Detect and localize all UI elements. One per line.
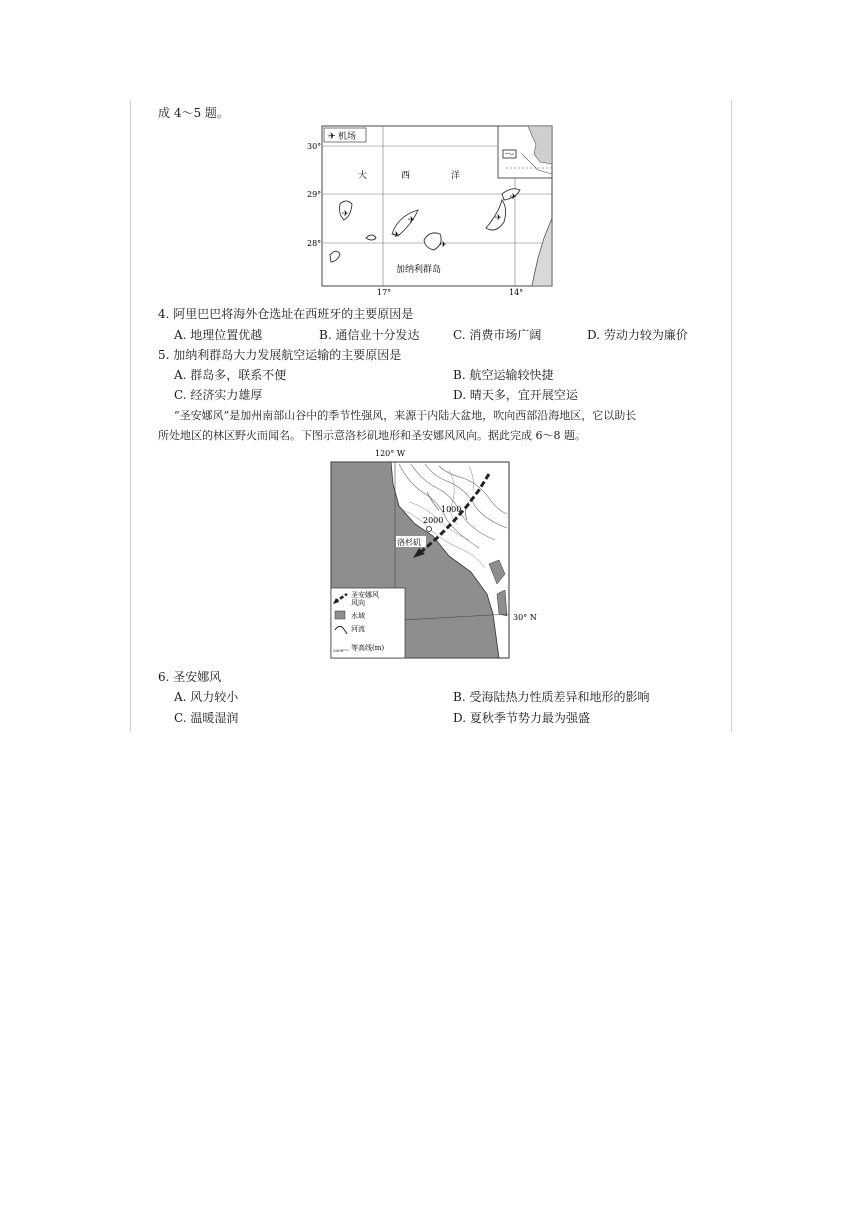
airport-marker-icon: ✈	[495, 213, 502, 222]
contour-1000-label: 1000	[441, 505, 462, 514]
lon-120w-label: 120° W	[375, 449, 406, 458]
lat-29-label: 29°	[307, 190, 322, 199]
airport-marker-icon: ✈	[393, 230, 400, 239]
exam-page	[130, 100, 732, 732]
legend-contour-label: 等高线(m)	[351, 644, 385, 652]
q6-stem: 6. 圣安娜风	[158, 670, 222, 684]
q5-stem: 5. 加纳利群岛大力发展航空运输的主要原因是	[158, 348, 402, 362]
legend-river-label: 河流	[351, 625, 365, 633]
los-angeles-label: 洛杉矶	[397, 538, 421, 547]
q6-option-b: B. 受海陆热力性质差异和地形的影响	[453, 690, 650, 704]
ocean-label-char: 西	[401, 171, 411, 181]
legend-airport-label: 机场	[338, 132, 357, 142]
q5-option-d: D. 晴天多，宜开展空运	[453, 388, 578, 402]
ocean-label-char: 洋	[451, 171, 461, 181]
lat-30-label: 30°	[307, 142, 322, 151]
legend-wind-label: 圣安娜风	[351, 591, 379, 599]
q4-stem: 4. 阿里巴巴将海外仓选址在西班牙的主要原因是	[158, 307, 414, 321]
ocean-label-char: 大	[358, 171, 368, 181]
airport-marker-icon: ✈	[342, 209, 349, 218]
lat-28-label: 28°	[307, 239, 322, 248]
canary-islands-map	[306, 118, 556, 296]
lat-30n-label: 30° N	[513, 613, 537, 622]
q5-option-a: A. 群岛多，联系不便	[174, 368, 287, 382]
passage-line-1: “圣安娜风”是加州南部山谷中的季节性强风，来源于内陆大盆地，吹向西部沿海地区，它以助长	[174, 409, 637, 422]
q4-option-d: D. 劳动力较为廉价	[587, 328, 688, 342]
legend-contour-sample: 2000	[333, 648, 344, 653]
los-angeles-city-marker	[427, 527, 432, 532]
q5-option-b: B. 航空运输较快捷	[453, 368, 554, 382]
legend-water-label: 水域	[351, 612, 365, 620]
q4-option-c: C. 消费市场广阔	[453, 328, 542, 342]
airport-icon: ✈	[328, 132, 336, 142]
intro-tail-text: 成 4～5 题。	[158, 106, 229, 120]
lon-17-label: 17°	[377, 288, 392, 297]
passage-line-2: 所处地区的林区野火而闻名。下图示意洛杉矶地形和圣安娜风风向。据此完成 6～8 题。	[158, 429, 586, 442]
q4-option-a: A. 地理位置优越	[174, 328, 263, 342]
lon-14-label: 14°	[509, 288, 524, 297]
q6-option-a: A. 风力较小	[174, 690, 239, 704]
legend-water-swatch	[335, 611, 345, 619]
los-angeles-terrain-map	[329, 444, 537, 660]
airport-marker-icon: ✈	[510, 192, 517, 201]
q4-option-b: B. 通信业十分发达	[319, 328, 420, 342]
q6-option-c: C. 温暖湿润	[174, 711, 239, 725]
airport-marker-icon: ✈	[440, 240, 447, 249]
q5-option-c: C. 经济实力雄厚	[174, 388, 263, 402]
contour-2000-label: 2000	[423, 516, 444, 525]
airport-marker-icon: ✈	[408, 215, 415, 224]
q6-option-d: D. 夏秋季节势力最为强盛	[453, 711, 590, 725]
legend-wind-direction-label: 风向	[351, 599, 365, 607]
canary-islands-label: 加纳利群岛	[396, 265, 442, 275]
